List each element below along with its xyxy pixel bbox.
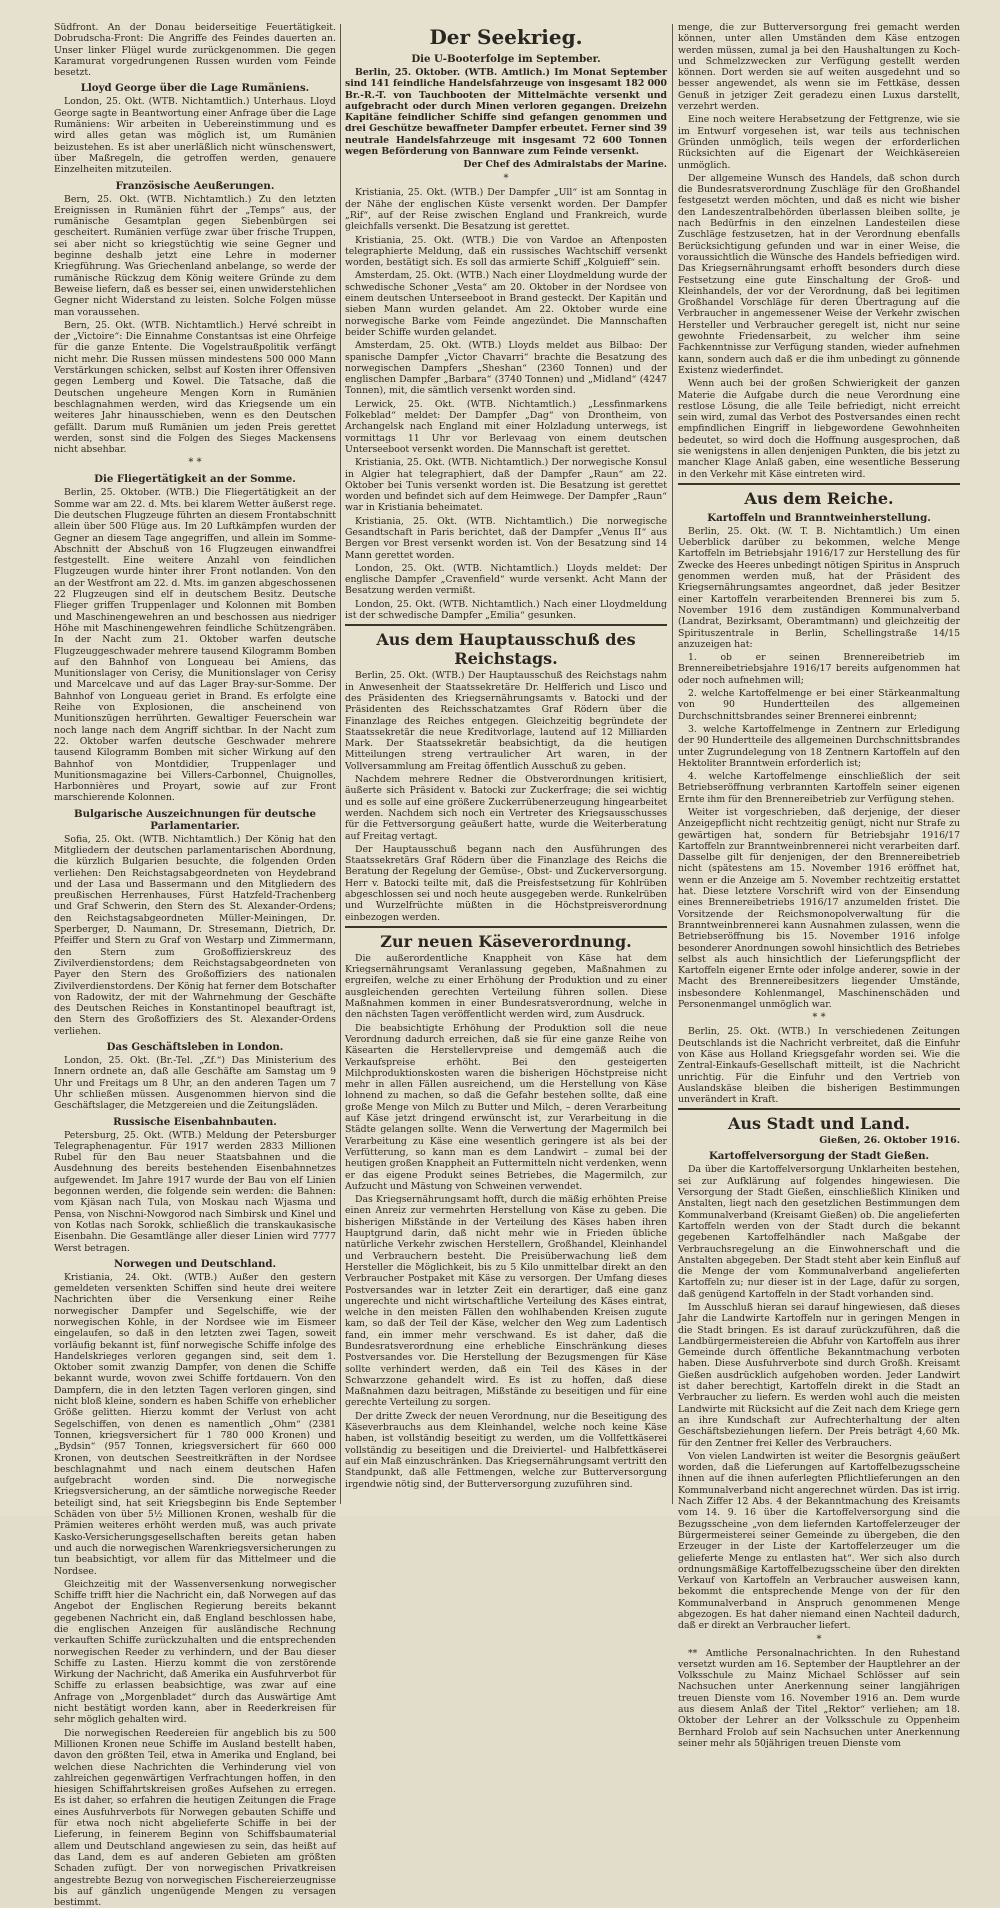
article-potato-vouchers: Von vielen Landwirten ist weiter die Besorgnis geäußert worden, daß die Lieferungen auf Kartoffelbezugsscheine ihnen auf die ihnen auferlegten Pflichtlieferungen an den Kommunalverband nicht angerechnet würden. Das ist irrig. Nach Ziffer 12 Abs. 4 der Bekanntmachung des Kreisamts vom 14. 9. 16 über die Kartoffelversorgung sind die Bezugsscheine „von dem liefernden Kartoffelerzeuger der Bürgermeisterei seiner Gemeinde zu übergeben, die den Erzeuger in der Liste der Kartoffelerzeuger um die gelieferte Menge zu entlasten hat“. Wer sich also durch ordnungsmäßige Kartoffelbezugsscheine über den direkten Verkauf von Kartoffeln an Verbraucher ausweisen kann, bekommt die entsprechende Menge von der für den Kommunalverband in Anspruch genommenen Menge abgezogen. Es hat daher niemand einen Nachteil dadurch, daß er direkt an Verbraucher liefert. [678,1450,960,1632]
article-spirits-item-2: 2. welche Kartoffelmenge er bei einer Stärkeanmaltung von 90 Hundertteilen des allgemeinen Durchschnittsbrandes seiner Brennerei einbrennt; [678,688,960,722]
article-vesta: Amsterdam, 25. Okt. (WTB.) Nach einer Lloydmeldung wurde der schwedische Schoner „Vesta“ am 20. Oktober in der Nordsee von einem deutschen Unterseeboot in Brand gesteckt. Der Kapitän und sieben Mann wurden gelandet. Am 22. Oktober wurde eine norwegische Barke vom Feinde angezündet. Die Mannschaften beider Schiffe wurden gelandet. [345,270,667,338]
article-lloyd-george: London, 25. Okt. (WTB. Nichtamtlich.) Unterhaus. Lloyd George sagte in Beantwortung einer Anfrage über die Lage Rumäniens: Wir arbeiten in Uebereinstimmung und es wird alles getan was möglich ist, um Rumänien beizustehen. Es ist aber unerläßlich nicht wünschenswert, über Maßregeln, die getroffen werden, genauere Einzelheiten mitzuteilen. [54,96,336,176]
article-cheese-prices: Die beabsichtigte Erhöhung der Produktion soll die neue Verordnung dadurch erreichen, daß sie für eine ganze Reihe von Käsearten die Herstellervpreise und demgemäß auch die Verkaufspreise erhöht. Bei den gesteigerten Milchproduktionskosten waren die bisherigen Höchstpreise nicht mehr in allen Fällen ausreichend, um die Herstellung von Käse lohnend zu machen, so daß die Gefahr bestehen sollte, daß eine große Menge von Milch zu Butter und Milch, – deren Verarbeitung auf Käse jetzt dringend erwünscht ist, zur Verarbeitung in die Städte gelangen sollte. Wenn die Verwertung der Magermilch bei Verarbeitung zu Käse eine wesentlich geringere ist als bei der Verfütterung, so kann man es dem Landwirt – zumal bei der heutigen großen Knappheit an Futtermitteln nicht verdenken, wenn er das eigene Produkt seines Betriebes, die Magermilch, zur Aufzucht und Mästung von Schweinen verwendet. [345,1022,667,1192]
article-spirits-item-1: 1. ob er seinen Brennereibetrieb im Brennereibetriebsjahre 1916/17 bereits aufgenommen hat oder noch aufnehmen will; [678,652,960,686]
article-spirits-item-4: 4. welche Kartoffelmenge einschließlich der seit Betriebseröffnung verbrannten Kartoffeln seiner eigenen Ernte ihm für den Brennereibetrieb zur Verfügung stehen. [678,771,960,805]
article-bilbao: Amsterdam, 25. Okt. (WTB.) Lloyds meldet aus Bilbao: Der spanische Dampfer „Victor Chavarri“ brachte die Besatzung des norwegischen Dampfers „Sheshan“ (2360 Tonnen) und der englischen Dampfer „Barbara“ (3740 Tonnen) und „Midland“ (4247 Tonnen), mit, die sämtlich versenkt worden sind. [345,340,667,397]
article-bulgarian-awards: Sofia, 25. Okt. (WTB. Nichtamtlich.) Der König hat den Mitgliedern der deutschen parlamentarischen Abordnung, die kürzlich Bulgarien besuchte, die folgenden Orden verliehen: Den Reichstagsabgeordneten von Heydebrand und der Lasa und Bassermann und den Mitgliedern des preußischen Herrenhauses, Fürst Hatzfeld-Trachenberg und Graf Schwerin, den Stern des St. Alexander-Ordens; den Reichstagsabgeordneten Müller-Meiningen, Dr. Sperberger, D. Naumann, Dr. Stresemann, Dietrich, Dr. Pfeiffer und Stern zu Graf von Westarp und Zimmermann, den Stern zum Großoffizierskreuz des Zivilverdienstordens; dem Reichstagsabgeordneten von Payer den Stern des Großoffiziers des nationalen Zivilverdienstordens. Der König hat ferner dem Botschafter von Radowitz, der mit der Wahrnehmung der Geschäfte des Deutschen Reiches in Konstantinopel beauftragt ist, den Stern des Großoffiziers des St. Alexander-Ordens verliehen. [54,833,336,1037]
article-russian-railways: Petersburg, 25. Okt. (WTB.) Meldung der Petersburger Telegraphenagentur. Für 1917 werden 2833 Millionen Rubel für den Bau neuer Staatsbahnen und die Ausdehnung des bereits bestehenden Eisenbahnnetzes aufgewendet. Im Jahre 1917 wurde der Bau von elf Linien begonnen werden, die folgende sein werden: die Bahnen: vom Kjäsan nach Tula, von Moskau nach Wjasma und Pensa, von Nischni-Nowgorod nach Simbirsk und Kinel und von Kotlas nach Sorokk, schließlich die transkaukasische Eisenbahn. Die Gesamtlänge aller dieser Linien wird 7777 Werst betragen. [54,1129,336,1254]
subheadline-u-boat: Die U-Booterfolge im September. [411,53,601,65]
subheadline-potato-supply: Kartoffelversorgung der Stadt Gießen. [708,1150,930,1163]
article-temps: Bern, 25. Okt. (WTB. Nichtamtlich.) Zu den letzten Ereignissen in Rumänien führt der „Temps“ aus, der rumänische Gesamtplan gegen Siebenbürgen sei gescheitert. Rumänien verfüge zwar über frische Truppen, sei aber nicht so kriegstüchtig wie seine Gegner und beginne deshalb jetzt eine Lehre in moderner Kriegführung. Was Griechenland anbelange, so werde der rumänische Rückzug dem König weitere Gründe zu dem Beweise liefern, daß es besser sei, einen unwiderstehlichen Gegner nicht Widerstand zu leisten. Solche Folgen müsse man voraussehen. [54,193,337,318]
article-personnel-news: ** Amtliche Personalnachrichten. In den Ruhestand versetzt wurden am 16. September der Hauptlehrer an der Volksschule zu Mainz Michael Schlösser auf sein Nachsuchen unter Anerkennung seiner langjährigen treuen Dienste vom 16. November 1916 an. Dem wurde aus diesem Anlaß der Titel „Rektor“ verliehen; am 18. Oktober der Lehrer an der Volksschule zu Oppenheim Bernhard Frolob auf sein Nachsuchen unter Anerkennung seiner mehr als 50jährigen treuen Dienste vom [678,1647,960,1749]
headline-somme-aviation: Die Fliegertätigkeit an der Somme. [94,473,296,486]
headline-french-remarks: Französische Aeußerungen. [115,179,275,192]
headline-london-business: Das Geschäftsleben in London. [106,1041,284,1054]
article-somme-aviation: Berlin, 25. Oktober. (WTB.) Die Fliegertätigkeit an der Somme war am 22. d. Mts. bei klarem Wetter äußerst rege. Die deutschen Flugzeuge führten an diesem Frontabschnitt allein über 500 Flüge aus. Im 20 Luftkämpfen wurden der Gegner an diesem Tage angegriffen, und allein im Somme-Abschnitt der Abschuß von 16 Flugzeugen einwandfrei festgestellt. Eine weitere Anzahl von feindlichen Flugzeugen wurde hinter ihrer Front notlanden. Von den an der Westfront am 22. d. Mts. im ganzen abgeschossenen 22 Flugzeugen sind elf in deutschem Besitz. Deutsche Flieger griffen Truppenlager und Kolonnen mit Bomben und Maschinengewehren an und beschossen aus niedriger Höhe mit Maschinengewehren feindliche Schützengräben. In der Nacht zum 21. Oktober warfen deutsche Flugzeuggeschwader mehrere tausend Kilogramm Bomben auf den Bahnhof von Longueau bei Amiens, das Munitionslager von Cerisy, die Munitionslager von Cerisy und Marcelcave und auf das Lager Bray-sur-Somme. Der Bahnhof von Longueau geriet in Brand. Es erfolgte eine Reihe von Explosionen, die anscheinend von Munitionszügen herrührten. Gewaltiger Feuerschein war noch lange nach dem Angriff sichtbar. In der Nacht zum 22. Oktober warfen deutsche Geschwader mehrere tausend Kilogramm Bomben mit sicher Wirkung auf den Bahnhof von Montdidier, Truppenlager und Munitionsmagazine bei Villers-Carbonnel, Chuignolles, Harbonnières und Proyart, sowie auf zur Front marschierende Kolonnen. [54,487,336,804]
article-reichstag-vegetables: Der Hauptausschuß begann nach den Ausführungen des Staatssekretärs Graf Rödern über die Finanzlage des Reichs die Beratung der Regelung der Gemüse-, Obst- und Zuckerversorgung. Herr v. Batocki teilte mit, daß die Preisfestsetzung für Kohlrüben abgeschlossen sei und noch heute ausgegeben werde. Runkelrüben und Wurzelfrüchte müßten in die Höchstpreisverordnung einbezogen werden. [345,843,667,923]
article-venus: Kristiania, 25. Okt. (WTB. Nichtamtlich.) Die norwegische Gesandtschaft in Paris berichtet, daß der Dampfer „Venus II“ aus Bergen vor Brest versenkt worden ist. Von der Besatzung sind 14 Mann gerettet worden. [345,515,667,561]
article-cheese-conclusion: Wenn auch bei der großen Schwierigkeit der ganzen Materie die Aufgabe durch die neue Verordnung eine restlose Lösung, die alle Teile befriedigt, nicht erreicht sein wird, zumal das Verbot des Postversandes einen recht empfindlichen Eingriff in liebgewordene Gewohnheiten bedeutet, so wird doch die Hoffnung ausgesprochen, daß sie wenigstens in allen denjenigen Punkten, die bis jetzt zu mancher Klage Anlaß gaben, eine wesentliche Besserung in den Verkehr mit Käse eintreten wird. [678,378,960,480]
headline-bulgarian-awards: Bulgarische Auszeichnungen für deutsche Parlamentarier. [73,807,317,832]
headline-lloyd-george: Lloyd George über die Lage Rumäniens. [80,82,310,95]
article-spirits-rules: Weiter ist vorgeschrieben, daß derjenige, der dieser Anzeigepflicht nicht rechtzeitig genügt, nicht nur Strafe zu gewärtigen hat, sondern für Betriebsjahr 1916/17 Kartoffeln zur Branntweinbrennerei nicht verarbeiten darf. Dasselbe gilt für denjenigen, der den Brennereibetrieb nicht (spätestens am 15. November 1916 eröffnet hat, wenn er die Anzeige am 5. November rechtzeitig erstattet hat. Diese letztere Vorschrift wird von der Einsendung eines Brennereibetriebs 1916/17 anzumelden fristet. Die Vorsitzende der Reichsmonopolverwaltung für die Branntweinbrennerei kann Ausnahmen zulassen, wenn die Betriebseröffnung bis 15. November 1916 infolge besonderer Anordnungen sowohl hinsichtlich des Betriebes selbst als auch hinsichtlich der Lieferungspflicht der Kartoffeln eigener Ernte oder infolge anderer, sowie in der Macht des Brennereibesitzers liegender Umstände, insbesondere Kohlenmangel, Maschinenschäden und Personenmangel unmöglich war. [678,807,960,1011]
article-herve: Bern, 25. Okt. (WTB. Nichtamtlich.) Hervé schreibt in der „Victoire“: Die Einnahme Constantsas ist eine Ohrfeige für die ganze Entente. Die Vogelstraußpolitik verfängt nicht mehr. Die Russen müssen mindestens 500 000 Mann Verstärkungen schicken, selbst auf Kosten ihrer Offensiven gegen Lemberg und Kowel. Die Tatsache, daß die Deutschen ungeheure Mengen Korn in Rumänien beschlagnahmen werden, wird das Kriegsende um ein weiteres Jahr hinausschieben, wenn es den Deutschen gefällt. Darum muß Rumänien um jeden Preis gerettet werden, sonst sind die Folgen des Sieges Mackensens nicht absehbar. [54,319,336,456]
section-divider [678,483,960,485]
column-rule-left [340,24,341,1504]
column-1 [54,22,337,1908]
headline-russian-railways: Russische Eisenbahnbauten. [113,1115,277,1128]
article-cheese-trade: Der allgemeine Wunsch des Handels, daß schon durch die Bundesratsverordnung Zuschläge für den Großhandel festgesetzt werden möchten, und daß es nicht wie bisher den Landeszentralbehörden überlassen bleiben sollte, je nach Bedürfnis in den einzelnen Landesteilen diese Zuschläge festzusetzen, hat in der Verordnung ebenfalls Berücksichtigung gefunden und war in einer Weise, die voraussichtlich die Wünsche des Handels befriedigen wird. Das Kriegsernährungsamt erhofft besonders durch diese Festsetzung eine gute Einschaltung der Groß- und Kleinhandels, der vor der Verordnung, daß bei legitimen Großhandel Vorschläge für deren Übertragung auf die Verbraucher in angemessener Weise der Verkehr zwischen Hersteller und Verbraucher geregelt ist, nicht nur seine gewohnte Friedensarbeit, zu welcher ihm seine Fachkenntnisse zur Verfügung standen, wieder aufnehmen kann, sondern auch daß er die ihm unbedingt zu gönnende Existenz wiederfindet. [678,172,960,376]
separator-stars: * * [188,457,202,469]
column-3 [678,22,960,1749]
article-raun: Kristiania, 25. Okt. (WTB. Nichtamtlich.) Der norwegische Konsul in Algier hat telegraphiert, daß der Dampfer „Raun“ am 22. Oktober bei Tunis versenkt worden ist. Die Besatzung ist gerettet worden und befindet sich auf dem Heimwege. Der Dampfer „Raun“ war in Kristiania beheimatet. [345,457,667,514]
article-reichstag-sugar: Nachdem mehrere Redner die Obstverordnungen kritisiert, äußerte sich Präsident v. Batocki zur Zuckerfrage; die sei wichtig und es solle auf eine größere Zuckerrübenerzeugung hingearbeitet werden. Nachdem sich noch ein Vertreter des Kriegsausschusses für die Fettversorgung geäußert hatte, wurde die Weiterberatung auf Freitag vertagt. [345,774,667,842]
column-rule-right [672,24,673,1504]
article-reichstag-finance: Berlin, 25. Okt. (WTB.) Der Hauptausschuß des Reichstags nahm in Anwesenheit der Staatssekretäre Dr. Helfferich und Lisco und des Präsidenten des Kriegsernährungsamts v. Batocki und der Präsidenten des Reichsschatzamtes Graf Rödern über die Finanzlage des Reiches entgegen. Gleichzeitig begründete der Staatssekretär die neue Kreditvorlage, lautend auf 12 Milliarden Mark. Der Staatssekretär beabsichtigt, da die heutigen Mitteilungen streng vertraulicher Art waren, in der Vollversammlung am Freitag öffentlich Ausschuß zu geben. [345,670,667,772]
article-cheese-fat-limit: Eine noch weitere Herabsetzung der Fettgrenze, wie sie im Entwurf vorgesehen ist, war teils aus technischen Gründen unmöglich, teils wegen der erforderlichen Rücksichten auf die Eigenart der Weichkäsereien unmöglich. [678,114,960,171]
article-cheese-fat: Der dritte Zweck der neuen Verordnung, nur die Beseitigung des Käseverbrauchs aus dem Kleinhandel, welche noch keine Käse haben, ist vollständig beseitigt zu werden, um die Vollfettkäserei vollständig zu beseitigen und die Dreiviertel- und Halbfettkäserei auf ein Maß einzuschränken. Das Kriegsernährungsamt vertritt den Standpunkt, daß alle Fettmengen, welche zur Butterversorgung irgendwie nötig sind, der Butterversorgung zuzuführen sind. [345,1410,667,1490]
article-u-boat-september: Berlin, 25. Oktober. (WTB. Amtlich.) Im Monat September sind 141 feindliche Handelsfahrzeuge von insgesamt 182 000 Br.-R.-T. von Tauchbooten der Mittelmächte versenkt und aufgebracht oder durch Minen verloren gegangen. Dreizehn Kapitäne feindlicher Schiffe sind gefangen genommen und drei Geschütze bewaffneter Dampfer erbeutet. Ferner sind 39 neutrale Handelsfahrzeuge mit insgesamt 72 600 Tonnen wegen Beförderung von Bannware zum Feinde versenkt. [345,67,667,158]
article-norway-losses: Kristiania, 24. Okt. (WTB.) Außer den gestern gemeldeten versenkten Schiffen sind heute drei weitere Nachrichten über die Versenkung einer Reihe norwegischer Dampfer und Segelschiffe, wie der norwegischen Kohle, in der Nordsee wie im Eismeer eingelaufen, so daß in den letzten zwei Tagen, soweit vorläufig bekannt ist, fünf norwegische Schiffe infolge des Handelskrieges verloren gegangen sind, seit dem 1. Oktober somit zwanzig Dampfer, von denen die Schiffe bekannt wurde, wovon zwei Schiffe fortdauern. Von den Dampfern, die in den letzten Tagen verloren gingen, sind nicht bloß kleine, sondern es haben Schiffe von erheblicher Größe gelitten. Hierzu kommt der Verlust von acht Segelschiffen, von denen es namentlich „Ohm“ (2381 Tonnen, kriegsversichert für 1 780 000 Kronen) und „Bydsin“ (957 Tonnen, kriegsversichert für 660 000 Kronen, von deutschen Seestreitkräften in der Nordsee beschlagnahmt und nach einem deutschen Hafen aufgebracht worden sind. Die norwegische Kriegsversicherung, an der sämtliche norwegische Reeder beteiligt sind, hat seit Kriegsbeginn bis Ende September Schäden von über 5½ Millionen Kronen, weshalb für die Prämien weiteres erhöht werden muß, was auch private Kasko-Versicherungsgesellschaften bereits getan haben und auch die norwegischen Warenkriegsversicherungen zu tun beabsichtigt, vor allem für das Mittelmeer und die Nordsee. [54,1271,336,1577]
section-divider [678,1108,960,1110]
headline-city-and-country: Aus Stadt und Land. [727,1114,911,1134]
article-cheese-distribution: Das Kriegsernährungsamt hofft, durch die mäßig erhöhten Preise einen Anreiz zur vermehrten Herstellung von Käse zu geben. Die bisherigen Mißstände in der Verteilung des Käses haben ihren Hauptgrund darin, daß nicht mehr wie in Frieden übliche natürliche Verkehr zwischen Herstellern, Großhandel, Kleinhandel und Verbrauchern besteht. Die Preisüberwachung ließ dem Hersteller die Möglichkeit, bis zu 5 Kilo unmittelbar direkt an den Verbraucher Postpaket mit Käse zu versorgen. Der Umfang dieses Postversandes war in letzter Zeit ein derartiger, daß eine ganz ungerechte und nicht wirtschaftliche Verteilung des Käses eintrat, welche in den meisten Fällen den wohlhabenden Kreisen zugute kam, so daß der Teil der Käse, welcher den Weg zum Ladentisch fand, ein immer mehr verschwand. Es ist daher, daß die Bundesratsverordnung eine erhebliche Einschränkung dieses Postversandes vor. Die Herstellung der Bezugsmengen für Käse sollte verhindert werden, daß ein Teil des Käses in der Schwarzzone gehandelt wird. Es ist zu hoffen, daß diese Maßnahmen dazu beitragen, Mißstände zu beseitigen und für eine gerechte Verteilung zu sorgen. [345,1194,667,1409]
column-2 [345,22,667,1508]
article-norway-shipping: Die norwegischen Reedereien für angeblich bis zu 500 Millionen Kronen neue Schiffe im Ausland bestellt haben, davon den größten Teil, etwa in Amerika und England, bei welchen diese Nachrichten die Verhinderung viel von zahlreichen gegenwärtigen Verfrachtungen hoffen, in den hiesigen Schiffahrtskreisen großes Aufsehen zu erregen. Es ist daher, so erfahren die heutigen Zeitungen die Frage eines Ausfuhrverbots für Norwegen gebauten Schiffe und für etwa noch nicht abgelieferte Schiffe in bei der Lieferung, in feinerem Beginn von Schiffsbaumaterial allem und Deutschland angewiesen zu sein, das heißt auf das Land, dem es auf anderen Gebieten am größten Schaden zufügt. Der von norwegischen Privatkreisen angestrebte Bezug von norwegischen Fischereierzeugnisse bis auf gänzlich ungenügende Mengen zu versagen bestimmt. [54,1727,336,1908]
article-london-business: London, 25. Okt. (Br.-Tel. „Zf.“) Das Ministerium des Innern ordnete an, daß alle Geschäfte am Samstag um 9 Uhr und Freitags um 8 Uhr, an den anderen Tagen um 7 Uhr schließen müssen. Ausgenommen hiervon sind die Geschäftslager, die Metzgereien und die Zeitungsläden. [54,1055,336,1112]
subheadline-potatoes-spirits: Kartoffeln und Branntweinherstellung. [707,511,931,524]
article-ull: Kristiania, 25. Okt. (WTB.) Der Dampfer „Ull“ ist am Sonntag in der Nähe der englischen Küste versenkt worden. Der Dampfer „Rif“, auf der Reise zwischen England und Frankreich, wurde gleichfalls versenkt. Die Besatzung ist gerettet. [345,187,667,233]
dateline-giessen: Gießen, 26. Oktober 1916. [819,1135,960,1147]
separator-star: * [503,173,509,185]
article-cheese-import: Berlin, 25. Okt. (WTB.) In verschiedenen Zeitungen Deutschlands ist die Nachricht verbreitet, daß die Einfuhr von Käse aus Holland Kriegsgefahr worden sei. Wie die Zentral-Einkaufs-Gesellschaft mitteilt, ist die Nachricht unrichtig. Für die Einfuhr und den Vertrieb von Auslandskäse bleiben die bisherigen Bestimmungen unverändert in Kraft. [678,1026,960,1106]
war-report-intro: Südfront. An der Donau beiderseitige Feuertätigkeit. Dobrudscha-Front: Die Angriffe des Feindes dauerten an. Unser linker Flügel wurde zurückgenommen. Die gegen Karamurat vorgedrungenen Russen wurden vom Feinde besetzt. [54,22,336,79]
article-kolguieff: Kristiania, 25. Okt. (WTB.) Die von Vardoe an Aftenposten telegraphierte Meldung, daß ein russisches Wachtschiff versenkt worden, bestätigt sich. Es soll das armierte Schiff „Kolguieff“ sein. [345,234,667,269]
section-divider [345,624,667,626]
headline-naval-war: Der Seekrieg. [429,25,583,49]
article-norway-ships: Gleichzeitig mit der Wassenversenkung norwegischer Schiffe trifft hier die Nachricht ein, daß Norwegen auf das Angebot der Englischen Regierung bereits bekannt gegebenen Nachricht ein, daß England beschlossen habe, die englischen Anzeigen für ausländische Rechnung verkauften Schiffe zurückzuhalten und die entsprechenden norwegischen Reeder zu verhindern, und der Bau dieser Schiffe zu Lasten. Hierzu kommt die von zerstörende Wirkung der Nachricht, daß Amerika ein Ausfuhrverbot für Schiffe zu erlassen beabsichtige, was zwar auf eine Anfrage von „Morgenbladet“ durch das Auswärtige Amt nicht bestätigt worden kann, aber in Reederkreisen für sehr möglich gehalten wird. [54,1578,336,1726]
article-cravenfield: London, 25. Okt. (WTB. Nichtamtlich.) Lloyds meldet: Der englische Dampfer „Cravenfield“ wurde versenkt. Acht Mann der Besatzung werden vermißt. [345,562,667,597]
article-cheese-intro: Die außerordentliche Knappheit von Käse hat dem Kriegsernährungsamt Veranlassung gegeben, Maßnahmen zu ergreifen, welche zu einer Erhöhung der Produktion und zu einer ausgleichenden gerechten Verteilung führen sollen. Diese Maßnahmen kommen in einer Bundesratsverordnung, welche in den nächsten Tagen veröffentlicht werden wird, zum Ausdruck. [345,952,667,1021]
headline-from-the-reich: Aus dem Reiche. [744,488,894,508]
headline-cheese-ordinance: Zur neuen Käseverordnung. [380,931,632,951]
article-potato-supply: Da über die Kartoffelversorgung Unklarheiten bestehen, sei zur Aufklärung auf folgendes hingewiesen. Die Versorgung der Stadt Gießen, einschließlich Kliniken und Anstalten, liegt nach den gesetzlichen Bestimmungen dem Kommunalverband (Kreisamt Gießen) ob. Die angelieferten Kartoffeln werden von der Stadt durch die bekannt gegebenen Kartoffelhändler nach Maßgabe der Verbrauchsregelung an die Einwohnerschaft und die Anstalten abgegeben. Der Stadt steht aber kein Einfluß auf die Menge der vom Kommunalverband angelieferten Kartoffeln zu; nur dieser ist in der Lage, dafür zu sorgen, daß genügend Kartoffeln in der Stadt vorhanden sind. [678,1164,960,1300]
separator-stars: * * [812,1012,826,1024]
section-divider [345,926,667,928]
separator-star: * [816,1633,822,1645]
signature-admiralty: Der Chef des Admiralstabs der Marine. [463,159,667,171]
article-emilia: London, 25. Okt. (WTB. Nichtamtlich.) Nach einer Lloydmeldung ist der schwedische Dampfer „Emilia“ gesunken. [345,598,667,622]
article-spirits-intro: Berlin, 25. Okt. (W. T. B. Nichtamtlich.) Um einen Ueberblick darüber zu bekommen, welche Menge Kartoffeln im Betriebsjahr 1916/17 zur Herstellung des für Zwecke des Heeres unbedingt nötigen Spiritus in Anspruch genommen werden muß, hat der Präsident des Kriegsernährungsamtes angeordnet, daß jeder Besitzer einer Kartoffeln verarbeitenden Brennerei bis zum 5. November 1916 dem zuständigen Kommunalverband (Landrat, Bezirksamt, Oberamtmann) und gleichzeitig der Spirituszentrale in Berlin, Schellingstraße 14/15 anzuzeigen hat: [678,525,960,650]
headline-norway-germany: Norwegen und Deutschland. [113,1257,277,1270]
headline-reichstag-committee: Aus dem Hauptausschuß des Reichstags. [376,630,636,669]
article-potato-farmers: Im Ausschluß hieran sei darauf hingewiesen, daß dieses Jahr die Landwirte Kartoffeln nur in geringen Mengen in die Stadt bringen. Es ist darauf zurückzuführen, daß die Landbürgermeistereien die Abfuhr von Kartoffeln aus ihrer Gemeinde durch öffentliche Bekanntmachung verboten haben. Diese Ausfuhrverbote sind durch Großh. Kreisamt Gießen ausdrücklich aufgehoben worden. Jeder Landwirt ist daher berechtigt, Kartoffeln direkt in die Stadt an Verbraucher zu liefern. Es werden wohl auch die meisten Landwirte mit Rücksicht auf die Zeit nach dem Kriege gern an ihre Kundschaft zur Aufrechterhaltung der alten Geschäftsbeziehungen liefern. Der Preis beträgt 4,60 Mk. für den Zentner frei Keller des Verbrauchers. [678,1301,960,1449]
article-dag: Lerwick, 25. Okt. (WTB. Nichtamtlich.) „Lessfinmarkens Folkeblad“ meldet: Der Dampfer „Dag“ von Drontheim, von Archangelsk nach England mit einer Holzladung unterwegs, ist vormittags 11 Uhr vor Berlevaag von einem deutschen Unterseeboot versenkt worden. Die Mannschaft ist gerettet. [345,398,667,455]
article-spirits-item-3: 3. welche Kartoffelmenge in Zentnern zur Erledigung der 90 Hundertteile des allgemeinen Durchschnittsbrandes unter Zugrundelegung von 18 Zentnern Kartoffeln auf den Hektoliter Branntwein erforderlich ist; [678,723,960,769]
article-cheese-continued: menge, die zur Butterversorgung frei gemacht werden können, unter allen Umständen dem Käse entzogen werden müssen, zumal ja bei den Haushaltungen zu Koch- und Schmelzzwecken zur Verfügung gestellt werden können. Dort werden sie auf weiten ausgedehnt und so besser angewendet, als wenn sie im Fettkäse, dessen Genuß in jetziger Zeit geradezu einen Luxus darstellt, verzehrt werden. [678,22,960,113]
